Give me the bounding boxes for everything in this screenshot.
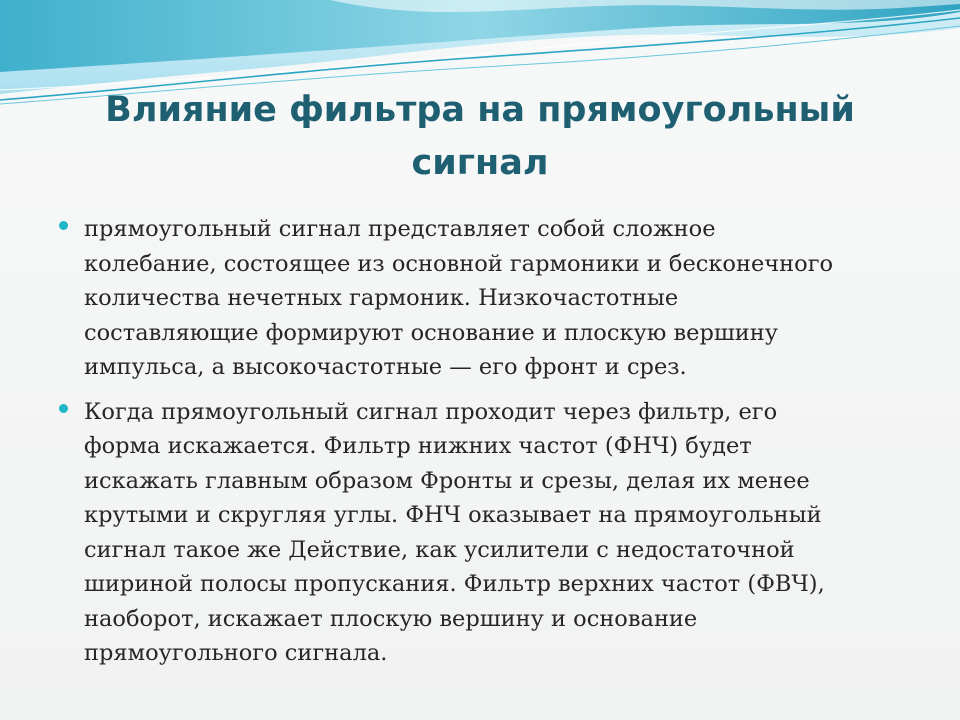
bullet-text: прямоугольный сигнал представляет собой сложное колебание, состоящее из основной гармоники и бесконечного количества нечетных гармоник. Низкочастотные составляющие формируют основание и плоскую вершину импульса, а высокочастотные — его фронт и срез. bbox=[84, 216, 834, 380]
bullet-text: Когда прямоугольный сигнал проходит через фильтр, его форма искажается. Фильтр нижних частот (ФНЧ) будет искажать главным образом Фронты и срезы, делая их менее крутыми и скругляя углы. ФНЧ оказывает на прямоугольный сигнал такое же Действие, как усилители с недостаточной шириной полосы пропускания. Фильтр верхних частот (ФВЧ), наоборот, искажает плоскую вершину и основание прямоугольного сигнала. bbox=[84, 398, 825, 666]
bullet-item bbox=[58, 212, 908, 385]
bullet-icon bbox=[59, 404, 68, 413]
bullet-list bbox=[58, 212, 908, 681]
bullet-item bbox=[58, 395, 908, 671]
bullet-icon bbox=[59, 221, 68, 230]
slide-title: Влияние фильтра на прямоугольный сигнал bbox=[105, 90, 855, 183]
